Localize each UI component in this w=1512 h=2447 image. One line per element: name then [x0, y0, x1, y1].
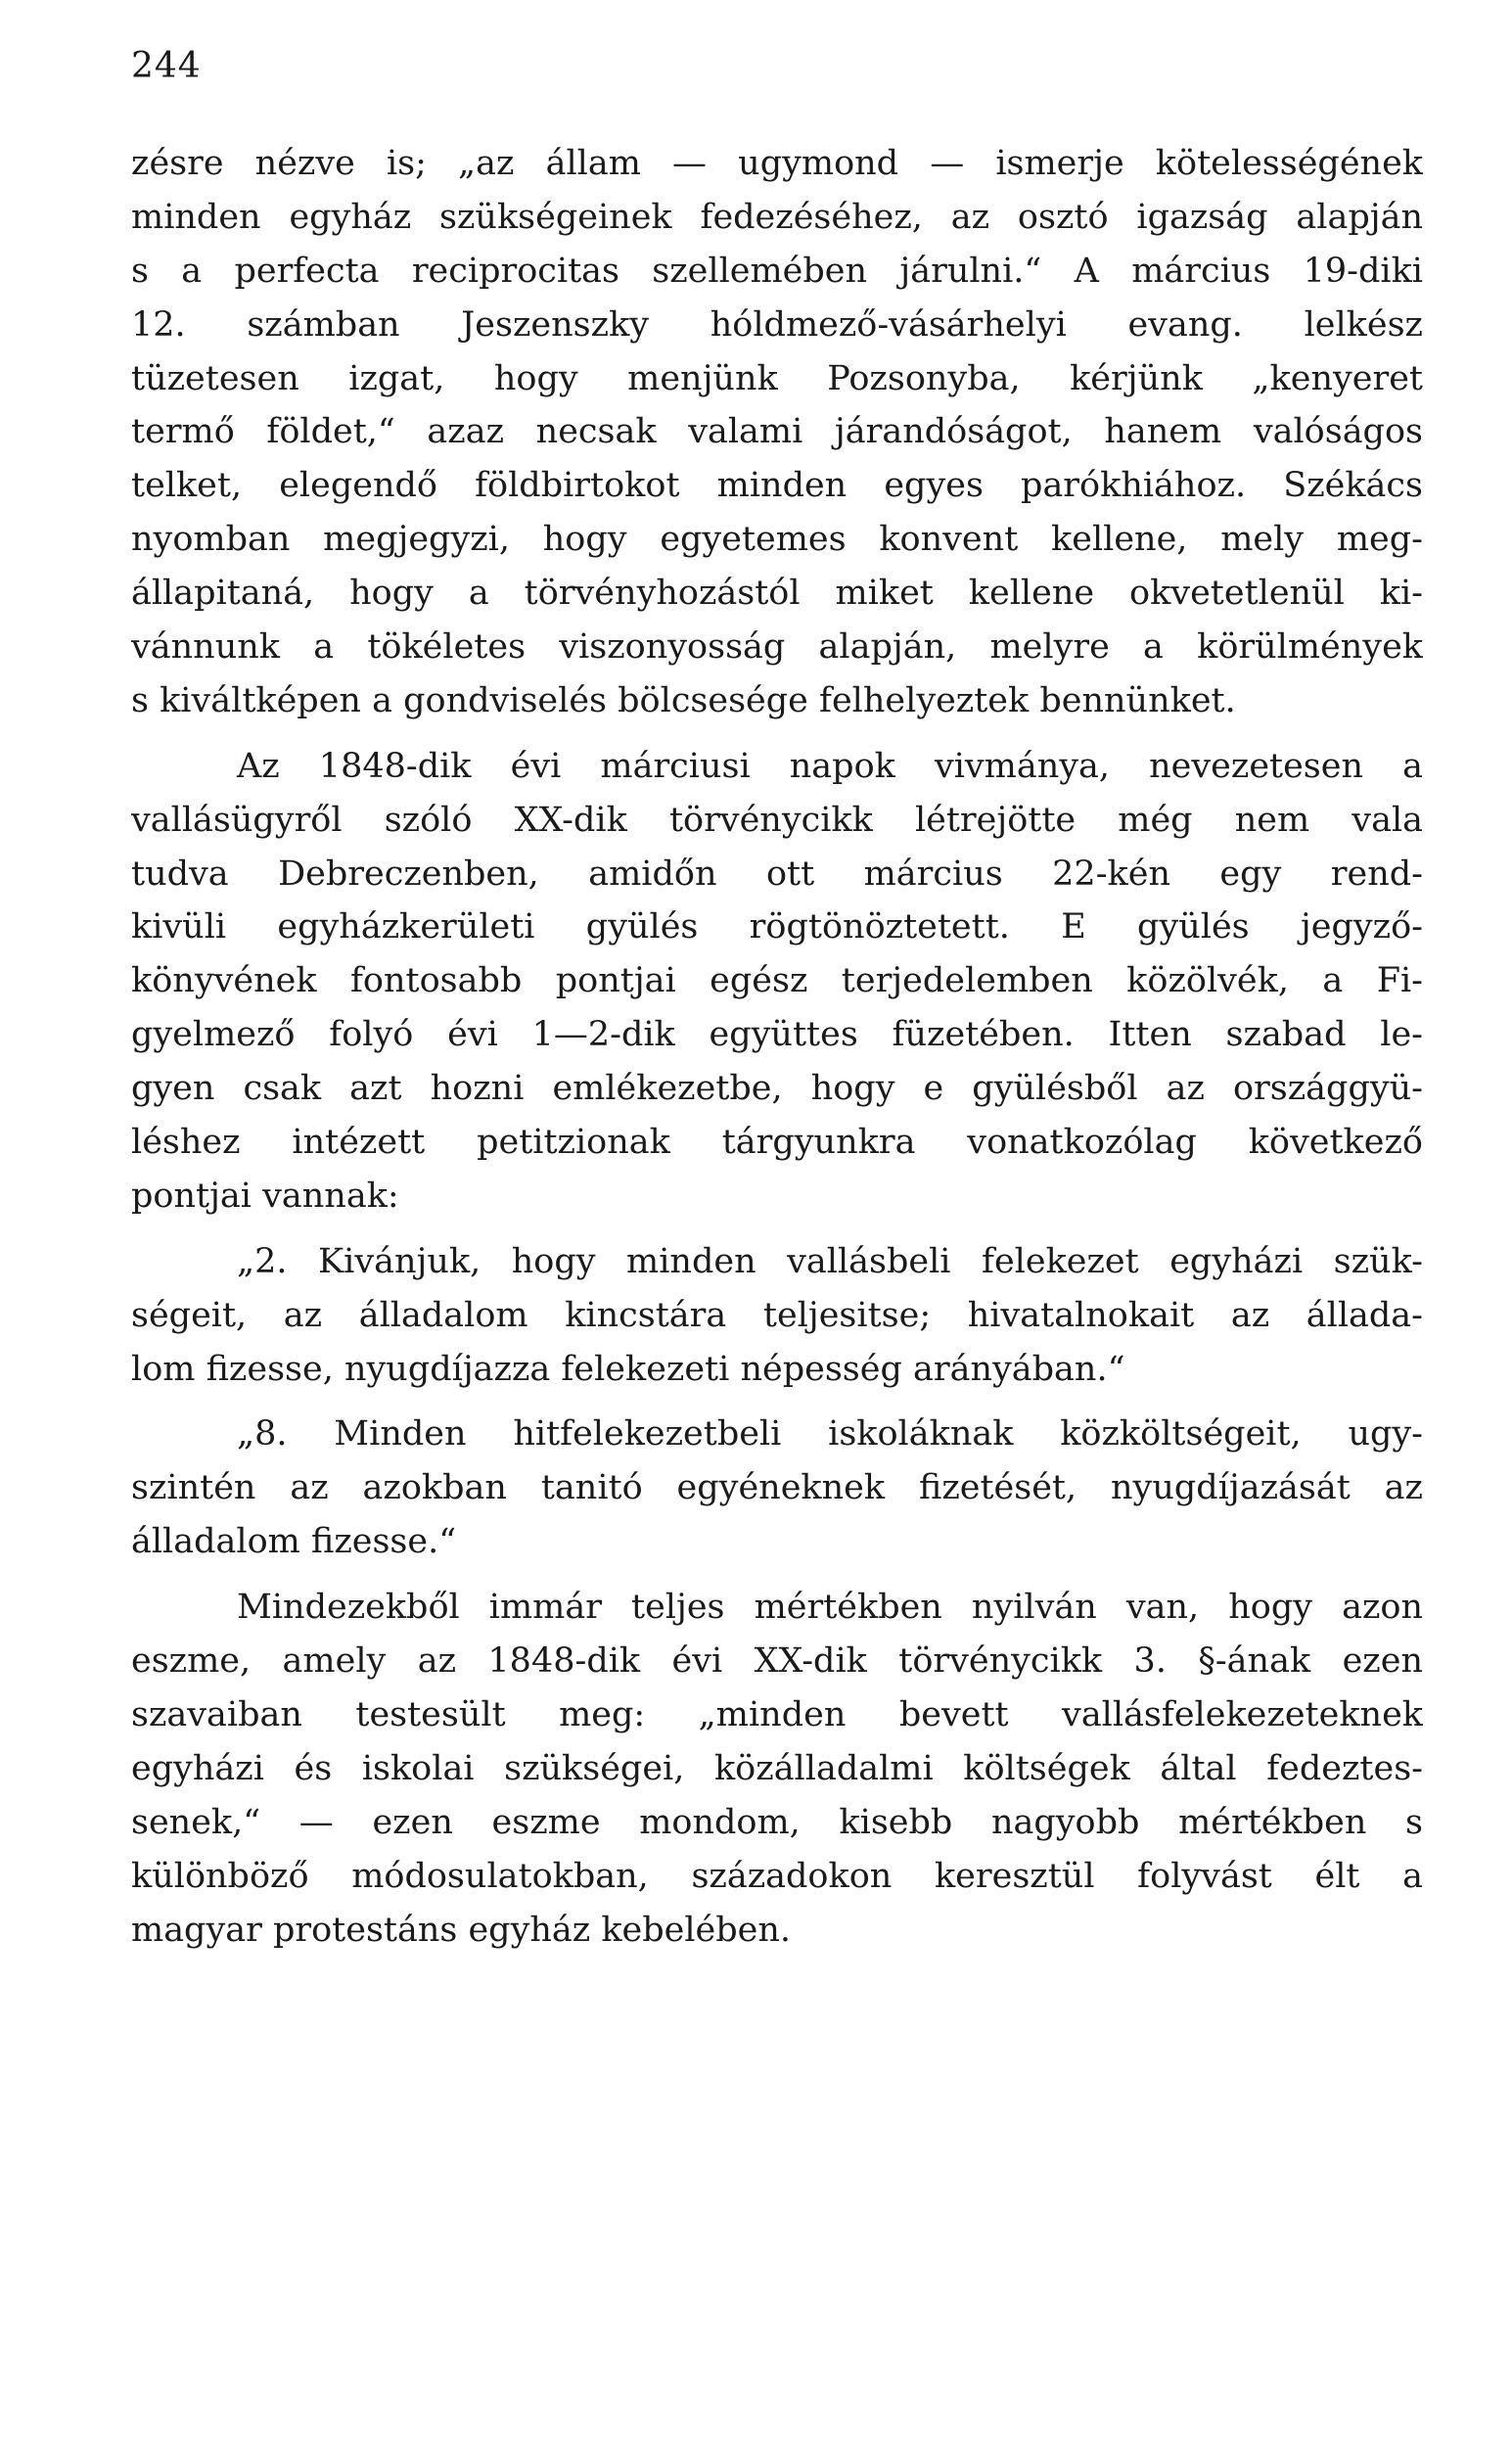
- page-number: 244: [131, 46, 202, 86]
- text-line: gyen csak azt hozni emlékezetbe, hogy e gyülésből az országgyü-: [131, 1069, 1423, 1109]
- text-line: könyvének fontosabb pontjai egész terjedelemben közölvék, a Fi-: [131, 961, 1423, 1001]
- text-line: álladalom fizesse.“: [131, 1522, 457, 1562]
- text-line: nyomban megjegyzi, hogy egyetemes konvent kellene, mely meg-: [131, 520, 1423, 560]
- text-line: zésre nézve is; „az állam — ugymond — ismerje kötelességének: [131, 144, 1423, 183]
- text-line: egyházi és iskolai szükségei, közálladalmi költségek által fedeztes-: [131, 1748, 1423, 1788]
- text-line: 12. számban Jeszenszky hóldmező-vásárhelyi evang. lelkész: [131, 304, 1423, 345]
- text-line: s kiváltképen a gondviselés bölcsesége felhelyeztek bennünket.: [131, 680, 1236, 720]
- paragraph-conclusion: [131, 1581, 1423, 1957]
- text-line: telket, elegendő földbirtokot minden egyes parókhiához. Székács: [131, 466, 1423, 506]
- text-line: Az 1848-dik évi márciusi napok vivmánya, nevezetesen a: [237, 746, 1423, 786]
- quote-point-8: [131, 1408, 1423, 1569]
- text-line: eszme, amely az 1848-dik évi XX-dik törvénycikk 3. §-ának ezen: [131, 1641, 1423, 1682]
- text-line: tüzetesen izgat, hogy menjünk Pozsonyba, kérjünk „kenyeret: [131, 358, 1423, 398]
- text-line: kivüli egyházkerületi gyülés rögtönöztetett. E gyülés jegyző-: [131, 907, 1423, 947]
- text-line: termő földet,“ azaz necsak valami járandóságot, hanem valóságos: [131, 412, 1423, 452]
- text-line: állapitaná, hogy a törvényhozástól miket kellene okvetetlenül ki-: [131, 574, 1423, 614]
- text-line: szintén az azokban tanitó egyéneknek fizetését, nyugdíjazását az: [131, 1468, 1423, 1508]
- text-line: vánnunk a tökéletes viszonyosság alapján, melyre a körülmények: [131, 627, 1423, 668]
- text-line: léshez intézett petitzionak tárgyunkra vonatkozólag következő: [131, 1123, 1423, 1163]
- text-line: „2. Kivánjuk, hogy minden vallásbeli felekezet egyházi szük-: [237, 1241, 1423, 1281]
- quote-point-2: [131, 1235, 1423, 1397]
- paragraph-1: [131, 137, 1423, 728]
- text-line: „8. Minden hitfelekezetbeli iskoláknak közköltségeit, ugy-: [237, 1414, 1423, 1454]
- text-line: ségeit, az álladalom kincstára teljesitse; hivatalnokait az állada-: [131, 1295, 1423, 1335]
- text-line: különböző módosulatokban, századokon keresztül folyvást élt a: [131, 1856, 1423, 1896]
- text-line: gyelmező folyó évi 1—2-dik együttes füzetében. Itten szabad le-: [131, 1015, 1423, 1055]
- text-line: Mindezekből immár teljes mértékben nyilván van, hogy azon: [237, 1588, 1423, 1628]
- text-line: minden egyház szükségeinek fedezéséhez, az osztó igazság alapján: [131, 197, 1423, 237]
- text-line: senek,“ — ezen eszme mondom, kisebb nagyobb mértékben s: [131, 1802, 1423, 1842]
- text-line: vallásügyről szóló XX-dik törvénycikk létrejötte még nem vala: [131, 800, 1423, 840]
- body-text: [131, 137, 1423, 1957]
- text-line: lom fizesse, nyugdíjazza felekezeti népesség arányában.“: [131, 1349, 1125, 1389]
- text-line: pontjai vannak:: [131, 1176, 399, 1216]
- text-line: magyar protestáns egyház kebelében.: [131, 1910, 792, 1950]
- text-line: tudva Debreczenben, amidőn ott március 22-kén egy rend-: [131, 854, 1423, 894]
- text-line: s a perfecta reciprocitas szellemében járulni.“ A március 19-diki: [131, 251, 1423, 291]
- text-line: szavaiban testesült meg: „minden bevett vallásfelekezeteknek: [131, 1694, 1423, 1734]
- paragraph-2: [131, 740, 1423, 1224]
